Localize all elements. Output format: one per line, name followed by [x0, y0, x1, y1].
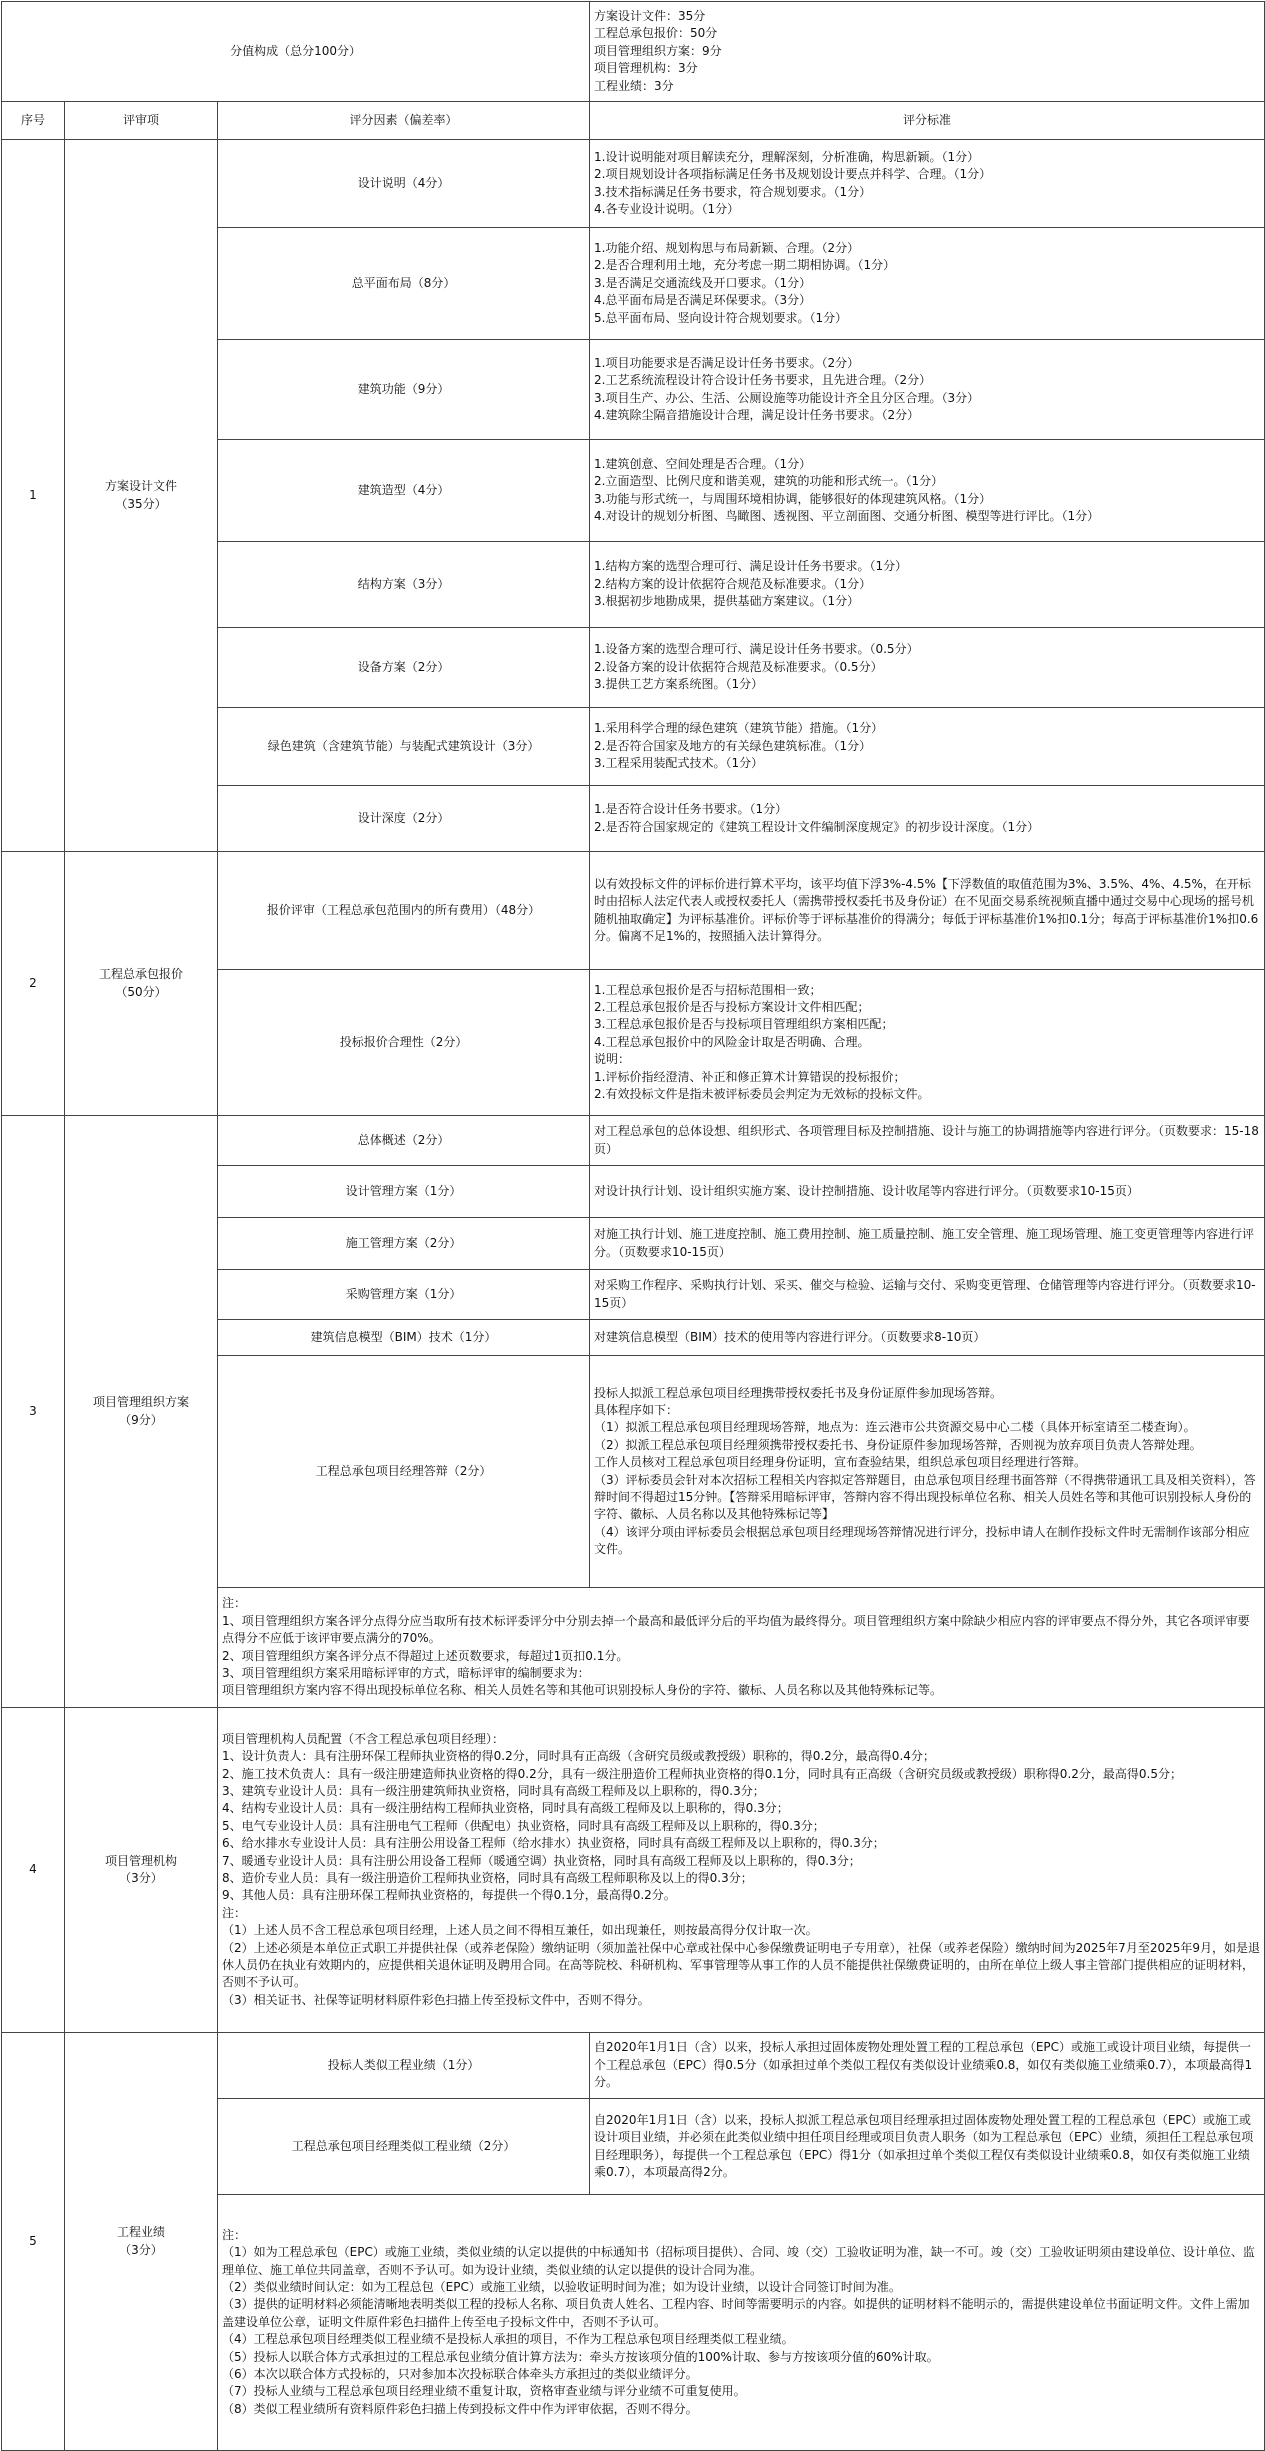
factor-cell: 投标人类似工程业绩（1分）: [218, 2033, 590, 2099]
standard-cell: 以有效投标文件的评标价进行算术平均，该平均值下浮3%-4.5%【下浮数值的取值范围为3%、3.5%、4%、4.5%，在开标时由招标人法定代表人或授权委托人（需携带授权委托书及身份证）在不见面交易系统视频直播中通过交易中心现场的摇号机随机抽取确定】为评标基准价。评标价等于评标基准价的得满分；每低于评标基准价1%扣0.1分；每高于评标基准价1%扣0.6分。偏离不足1%的，按照插入法计算得分。: [590, 852, 1265, 970]
factor-cell: 设计深度（2分）: [218, 786, 590, 852]
standard-cell: 1.设计说明能对项目解读充分，理解深刻，分析准确，构思新颖。（1分） 2.项目规划设计各项指标满足任务书及规划设计要点并科学、合理。（1分） 3.技术指标满足任务书要求，符合规划要求。（1分） 4.各专业设计说明。（1分）: [590, 140, 1265, 228]
standard-cell: 1.项目功能要求是否满足设计任务书要求。（2分） 2.工艺系统流程设计符合设计任务书要求，且先进合理。（2分） 3.项目生产、办公、生活、公厕设施等功能设计齐全且分区合理。（3分） 4.建筑除尘隔音措施设计合理，满足设计任务书要求。（2分）: [590, 340, 1265, 440]
summary-row: [2, 2, 1265, 102]
standard-cell: 自2020年1月1日（含）以来，投标人拟派工程总承包项目经理承担过固体废物处理处置工程的工程总承包（EPC）或施工或设计项目业绩，并必须在此类似业绩中担任项目经理或项目负责人职务（如为工程总承包（EPC）业绩，须担任工程总承包项目经理职务），每提供一个工程总承包（EPC）得1分（如承担过单个类似工程仅有类似设计业绩乘0.8，如仅有类似施工业绩乘0.7），本项最高得2分。: [590, 2099, 1265, 2195]
table-row: [2, 2033, 1265, 2099]
section-note: 注： 1、项目管理组织方案各评分点得分应当取所有技术标评委评分中分别去掉一个最高和最低评分后的平均值为最终得分。项目管理组织方案中除缺少相应内容的评审要点不得分外，其它各项评审要点得分不应低于该评审要点满分的70%。 2、项目管理组织方案各评分点不得超过上述页数要求，每超过1页扣0.1分。 3、项目管理组织方案采用暗标评审的方式，暗标评审的编制要求为： 项目管理组织方案内容不得出现投标单位名称、相关人员姓名等和其他可识别投标人身份的字符、徽标、人员名称以及其他特殊标记等。: [218, 1588, 1265, 1708]
standard-cell: 对建筑信息模型（BIM）技术的使用等内容进行评分。（页数要求8-10页）: [590, 1320, 1265, 1356]
factor-cell: 工程总承包项目经理类似工程业绩（2分）: [218, 2099, 590, 2195]
standard-cell: 1.是否符合设计任务书要求。（1分） 2.是否符合国家规定的《建筑工程设计文件编制深度规定》的初步设计深度。（1分）: [590, 786, 1265, 852]
standard-cell: 1.采用科学合理的绿色建筑（建筑节能）措施。（1分） 2.是否符合国家及地方的有关绿色建筑标准。（1分） 3.工程采用装配式技术。（1分）: [590, 708, 1265, 786]
standard-cell: 1.功能介绍、规划构思与布局新颖、合理。（2分） 2.是否合理利用土地，充分考虑一期二期相协调。（1分） 3.是否满足交通流线及开口要求。（1分） 4.总平面布局是否满足环保要求。（3分） 5.总平面布局、竖向设计符合规划要求。（1分）: [590, 228, 1265, 340]
factor-cell: 报价评审（工程总承包范围内的所有费用）（48分）: [218, 852, 590, 970]
factor-cell: 工程总承包项目经理答辩（2分）: [218, 1356, 590, 1588]
standard-cell: 对设计执行计划、设计组织实施方案、设计控制措施、设计收尾等内容进行评分。（页数要求10-15页）: [590, 1166, 1265, 1218]
header-factor: 评分因素（偏差率）: [218, 102, 590, 140]
factor-cell: 建筑造型（4分）: [218, 440, 590, 542]
summary-detail: 方案设计文件：35分 工程总承包报价：50分 项目管理组织方案：9分 项目管理机构：3分 工程业绩：3分: [590, 2, 1265, 102]
factor-cell: 建筑信息模型（BIM）技术（1分）: [218, 1320, 590, 1356]
section-note: 注： （1）如为工程总承包（EPC）或施工业绩，类似业绩的认定以提供的中标通知书（招标项目提供）、合同、竣（交）工验收证明为准，缺一不可。竣（交）工验收证明须由建设单位、设计单位、监理单位、施工单位共同盖章，否则不予认可。如为设计业绩，类似业绩的认定以提供的设计合同为准。 （2）类似业绩时间认定：如为工程总包（EPC）或施工业绩，以验收证明时间为准；如为设计业绩，以设计合同签订时间为准。 （3）提供的证明材料必须能清晰地表明类似工程的投标人名称、项目负责人姓名、工程内容、时间等需要明示的内容。如提供的证明材料不能明示的，需提供建设单位书面证明文件。文件上需加盖建设单位公章，证明文件原件彩色扫描件上传至电子投标文件中，否则不予认可。 （4）工程总承包项目经理类似工程业绩不是投标人承担的项目，不作为工程总承包项目经理类似工程业绩。 （5）投标人以联合体方式承担过的工程总承包业绩分值计算方法为：牵头方按该项分值的100%计取、参与方按该项分值的60%计取。 （6）本次以联合体方式投标的，只对参加本次投标联合体牵头方承担过的类似业绩评分。 （7）投标人业绩与工程总承包项目经理业绩不重复计取，资格审查业绩与评分业绩不可重复使用。 （8）类似工程业绩所有资料原件彩色扫描上传到投标文件中作为评审依据，否则不得分。: [218, 2195, 1265, 2451]
table-row: [2, 1116, 1265, 1166]
section-item: 工程总承包报价 （50分）: [65, 852, 218, 1116]
table-row: [2, 1708, 1265, 2033]
factor-cell: 设计说明（4分）: [218, 140, 590, 228]
factor-cell: 设计管理方案（1分）: [218, 1166, 590, 1218]
section-item: 方案设计文件 （35分）: [65, 140, 218, 852]
factor-cell: 采购管理方案（1分）: [218, 1270, 590, 1320]
header-standard: 评分标准: [590, 102, 1265, 140]
standard-cell: 自2020年1月1日（含）以来，投标人承担过固体废物处理处置工程的工程总承包（EPC）或施工或设计项目业绩，每提供一个工程总承包（EPC）得0.5分（如承担过单个类似工程仅有类似设计业绩乘0.8，如仅有类似施工业绩乘0.7），本项最高得1分。: [590, 2033, 1265, 2099]
section-seq: 2: [2, 852, 65, 1116]
standard-cell: 1.结构方案的选型合理可行、满足设计任务书要求。（1分） 2.结构方案的设计依据符合规范及标准要求。（1分） 3.根据初步地勘成果，提供基础方案建议。（1分）: [590, 542, 1265, 628]
factor-cell: 总体概述（2分）: [218, 1116, 590, 1166]
standard-cell: 对施工执行计划、施工进度控制、施工费用控制、施工质量控制、施工安全管理、施工现场管理、施工变更管理等内容进行评分。（页数要求10-15页）: [590, 1218, 1265, 1270]
table-row: [2, 852, 1265, 970]
factor-cell: 绿色建筑（含建筑节能）与装配式建筑设计（3分）: [218, 708, 590, 786]
standard-cell: 1.工程总承包报价是否与招标范围相一致； 2.工程总承包报价是否与投标方案设计文件相匹配； 3.工程总承包报价是否与投标项目管理组织方案相匹配； 4.工程总承包报价中的风险金计取是否明确、合理。 说明： 1.评标价指经澄清、补正和修正算术计算错误的投标报价； 2.有效投标文件是指未被评标委员会判定为无效标的投标文件。: [590, 970, 1265, 1116]
scoring-table: [1, 1, 1265, 2451]
section-seq: 5: [2, 2033, 65, 2451]
section-seq: 4: [2, 1708, 65, 2033]
factor-cell: 设备方案（2分）: [218, 628, 590, 708]
summary-label: 分值构成（总分100分）: [2, 2, 590, 102]
table-row: [2, 140, 1265, 228]
header-seq: 序号: [2, 102, 65, 140]
header-row: [2, 102, 1265, 140]
factor-cell: 投标报价合理性（2分）: [218, 970, 590, 1116]
standard-cell: 对采购工作程序、采购执行计划、采买、催交与检验、运输与交付、采购变更管理、仓储管理等内容进行评分。（页数要求10-15页）: [590, 1270, 1265, 1320]
section-seq: 1: [2, 140, 65, 852]
standard-cell: 对工程总承包的总体设想、组织形式、各项管理目标及控制措施、设计与施工的协调措施等内容进行评分。（页数要求：15-18页）: [590, 1116, 1265, 1166]
section-item: 工程业绩 （3分）: [65, 2033, 218, 2451]
section-item: 项目管理机构 （3分）: [65, 1708, 218, 2033]
section-seq: 3: [2, 1116, 65, 1708]
factor-cell: 总平面布局（8分）: [218, 228, 590, 340]
factor-cell: 结构方案（3分）: [218, 542, 590, 628]
section-standard: 项目管理机构人员配置（不含工程总承包项目经理）： 1、设计负责人：具有注册环保工程师执业资格的得0.2分，同时具有正高级（含研究员级或教授级）职称的，得0.2分，最高得0.4分； 2、施工技术负责人：具有一级注册建造师执业资格的得0.2分，具有一级注册造价工程师执业资格的得0.1分，同时具有正高级（含研究员级或教授级）职称得0.2分，最高得0.5分； 3、建筑专业设计人员：具有一级注册建筑师执业资格，同时具有高级工程师及以上职称的，得0.3分； 4、结构专业设计人员：具有一级注册结构工程师执业资格，同时具有高级工程师及以上职称的，得0.3分； 5、电气专业设计人员：具有注册电气工程师（供配电）执业资格，同时具有高级工程师及以上职称的，得0.3分； 6、给水排水专业设计人员：具有注册公用设备工程师（给水排水）执业资格，同时具有高级工程师及以上职称的，得0.3分； 7、暖通专业设计人员：具有注册公用设备工程师（暖通空调）执业资格，同时具有高级工程师及以上职称的，得0.3分； 8、造价专业人员：具有一级注册造价工程师执业资格，同时具有高级工程师职称及以上的得0.3分； 9、其他人员：具有注册环保工程师执业资格的，每提供一个得0.1分，最高得0.2分。 注： （1）上述人员不含工程总承包项目经理，上述人员之间不得相互兼任，如出现兼任，则按最高得分仅计取一次。 （2）上述必须是本单位正式职工并提供社保（或养老保险）缴纳证明（须加盖社保中心章或社保中心参保缴费证明电子专用章），社保（或养老保险）缴纳时间为2025年7月至2025年9月，如是退休人员仍在执业有效期内的，应提供相关退休证明及聘用合同。在高等院校、科研机构、军事管理等从事工作的人员不能提供社保缴费证明的，由所在单位上级人事主管部门提供相应的证明材料，否则不予认可。 （3）相关证书、社保等证明材料原件彩色扫描上传至投标文件中，否则不得分。: [218, 1708, 1265, 2033]
standard-cell: 投标人拟派工程总承包项目经理携带授权委托书及身份证原件参加现场答辩。 具体程序如下： （1）拟派工程总承包项目经理现场答辩，地点为：连云港市公共资源交易中心二楼（具体开标室请至二楼查询）。 （2）拟派工程总承包项目经理须携带授权委托书、身份证原件参加现场答辩，否则视为放弃项目负责人答辩处理。 工作人员核对工程总承包项目经理身份证明，宣布查验结果，组织总承包项目经理进行答辩。 （3）评标委员会针对本次招标工程相关内容拟定答辩题目，由总承包项目经理书面答辩（不得携带通讯工具及相关资料），答辩时间不得超过15分钟。【答辩采用暗标评审，答辩内容不得出现投标单位名称、相关人员姓名等和其他可识别投标人身份的字符、徽标、人员名称以及其他特殊标记等】 （4）该评分项由评标委员会根据总承包项目经理现场答辩情况进行评分，投标申请人在制作投标文件时无需制作该部分相应文件。: [590, 1356, 1265, 1588]
standard-cell: 1.建筑创意、空间处理是否合理。（1分） 2.立面造型、比例尺度和谐美观，建筑的功能和形式统一。（1分） 3.功能与形式统一，与周围环境相协调，能够很好的体现建筑风格。（1分） 4.对设计的规划分析图、鸟瞰图、透视图、平立剖面图、交通分析图、模型等进行评比。（1分）: [590, 440, 1265, 542]
standard-cell: 1.设备方案的选型合理可行、满足设计任务书要求。（0.5分） 2.设备方案的设计依据符合规范及标准要求。（0.5分） 3.提供工艺方案系统图。（1分）: [590, 628, 1265, 708]
section-item: 项目管理组织方案 （9分）: [65, 1116, 218, 1708]
factor-cell: 建筑功能（9分）: [218, 340, 590, 440]
header-item: 评审项: [65, 102, 218, 140]
factor-cell: 施工管理方案（2分）: [218, 1218, 590, 1270]
